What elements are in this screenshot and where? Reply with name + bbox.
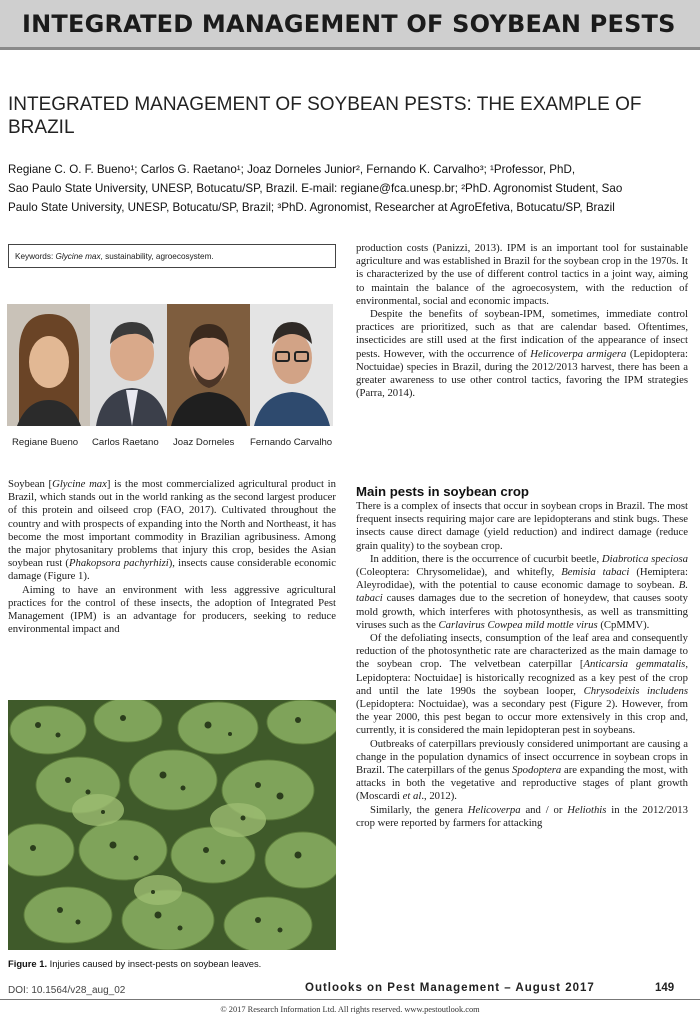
text-run: Of the defoliating insects, consumption of the leaf area and consequently reduction of the photosynthetic rate are characterized as the main damage to the soybean crop. The velvetbean caterpillar [: [356, 632, 688, 671]
text-run: in the 2012/2013 crop were reported by farmers for attacking: [356, 803, 688, 829]
author-photo: [7, 304, 90, 426]
species-name: Helicoverpa: [467, 803, 521, 816]
paragraph: [356, 553, 688, 632]
author-photo: [167, 304, 250, 426]
keywords-label: Keywords:: [15, 252, 56, 261]
species-name: Anticarsia gemmatalis: [583, 658, 686, 671]
paragraph: [356, 738, 688, 804]
paragraph: [356, 308, 688, 400]
photo-caption: Fernando Carvalho: [250, 437, 333, 448]
species-name: Chrysodeixis includens: [583, 684, 688, 697]
page-number: 149: [655, 982, 675, 994]
figure-label: Figure 1.: [8, 958, 48, 969]
footer-divider: [0, 999, 700, 1000]
body-text-right-bottom: [356, 500, 688, 830]
photo-caption: Carlos Raetano: [92, 437, 159, 448]
species-name: Heliothis: [567, 803, 607, 816]
paragraph: [8, 478, 336, 584]
photo-caption: Joaz Dorneles: [173, 437, 235, 448]
paragraph: [356, 804, 688, 830]
text-run: , Lepidoptera: Noctuidae] is historically recognized as a key pest of the crop and until the late 1990s the soybean looper,: [356, 658, 688, 697]
text-run: and / or: [520, 803, 568, 816]
body-text-left: [8, 478, 336, 636]
figure-caption: [8, 958, 336, 969]
section-heading: Main pests in soybean crop: [356, 484, 529, 499]
text-run: In addition, there is the occurrence of cucurbit beetle,: [370, 552, 602, 565]
paragraph: There is a complex of insects that occur in soybean crops in Brazil. The most frequent insects requiring major care are lepidopterans and stink bugs. These insects cause direct damage (yield reduction) and indirect damage (reduce grain quality) to the soybean crop.: [356, 500, 688, 552]
doi: DOI: 10.1564/v28_aug_02: [8, 985, 126, 996]
text-run: (Lepidoptera: Noctuidae), was a secondary pest (Figure 2). However, from the year 2000, this pest began to occur more extensively in this crop and, currently, it is considered the main lepidopteran pest in soybeans.: [356, 698, 688, 737]
copyright-notice: © 2017 Research Information Ltd. All rights reserved. www.pestoutlook.com: [220, 1005, 480, 1014]
figure-soybean-leaves: [8, 700, 336, 950]
species-name: B. tabaci: [356, 579, 688, 605]
text-run: are expanding the most, with attacks in both the vegetative and reproductive stages of plant growth (Moscardi: [356, 764, 688, 803]
paragraph: production costs (Panizzi, 2013). IPM is an important tool for sustainable agriculture and was established in Brazil for the soybean crop in the 1970s. It is characterized by the use of different control tactics in a joint way, aiming to maintain the balance of the agroecosystem, with the reduction of environmental, social and economic impacts.: [356, 242, 688, 307]
text-run: Soybean [: [8, 478, 53, 490]
author-photo: [90, 304, 173, 426]
text-run: Outbreaks of caterpillars previously considered unimportant are causing a change in the population dynamics of insect occurrence in soybean crops in Brazil. The caterpillars of the genus: [356, 737, 688, 777]
banner-title: INTEGRATED MANAGEMENT OF SOYBEAN PESTS: [22, 10, 676, 38]
affiliation-line: Sao Paulo State University, UNESP, Botucatu/SP, Brazil. E-mail: regiane@fca.unesp.br; ²PhD. Agronomist Student, Sao: [8, 182, 623, 195]
species-name: Spodoptera: [511, 764, 562, 777]
text-run: (Lepidoptera: Noctuidae) species in Brazil, during the 2012/2013 harvest, there has been a greater awareness to use other control tactics, favoring the IPM strategies (Parra, 2014).: [356, 347, 688, 400]
text-run: ., 2012).: [421, 790, 457, 803]
author-affiliations: [8, 160, 698, 217]
author-photo: [250, 304, 333, 426]
photo-caption: Regiane Bueno: [12, 437, 79, 448]
species-name: Helicoverpa armigera: [530, 347, 627, 360]
journal-name: Outlooks on Pest Management – August 2017: [305, 982, 595, 994]
keywords-box: [8, 244, 336, 268]
text-run: ), insects cause considerable economic damage (Figure 1).: [8, 557, 336, 583]
author-names: Regiane C. O. F. Bueno¹; Carlos G. Raetano¹; Joaz Dorneles Junior², Fernando K. Carvalho³; ¹Professor, PhD,: [8, 163, 576, 176]
text-run: Similarly, the genera: [370, 803, 468, 816]
species-name: Carlavirus Cowpea mild mottle virus: [438, 618, 598, 631]
species-name: Diabrotica speciosa: [601, 552, 688, 565]
affiliation-line: Paulo State University, UNESP, Botucatu/SP, Brazil; ³PhD. Agronomist, Researcher at AgroEfetiva, Botucatu/SP, Brazil: [8, 201, 615, 214]
species-name: Phakopsora pachyrhizi: [68, 557, 169, 570]
paragraph: Aiming to have an environment with less aggressive agricultural practices for the control of these insects, the adoption of Integrated Pest Management (IPM) is an advantage for producers, seeking to reduce environmental impact and: [8, 583, 336, 636]
journal-banner: [0, 0, 700, 50]
article-title: INTEGRATED MANAGEMENT OF SOYBEAN PESTS: THE EXAMPLE OF BRAZIL: [8, 94, 642, 138]
text-run: causes damages due to the secretion of honeydew, that causes sooty mold growth, which interferes with photosynthesis, as well as transmitting viruses such as the: [356, 592, 688, 631]
keywords-rest: , sustainability, agroecosystem.: [100, 252, 214, 261]
species-name: Bemisia tabaci: [561, 566, 630, 579]
text-run: Despite the benefits of soybean-IPM, sometimes, immediate control practices are prioritized, such as that are calendar based. Oftentimes, insecticides are still used at the first indication of the appearance of insect pests. However, with the occurrence of: [356, 308, 688, 360]
text-run: (Hemiptera: Aleyrodidae), with the potential to cause economic damage to soybean.: [356, 566, 688, 592]
text-run: (CpMMV).: [597, 618, 650, 631]
figure-caption-text: Injuries caused by insect-pests on soybean leaves.: [47, 958, 262, 969]
body-text-right-top: [356, 242, 688, 400]
keywords-species: Glycine max: [55, 252, 101, 261]
paragraph: [356, 632, 688, 738]
text-run: (Coleoptera: Chrysomelidae), and whitefly,: [356, 566, 562, 579]
text-run: ] is the most commercialized agricultural product in Brazil, which stands out in the world ranking as the second largest producer of this protein and oilseed crop (FAO, 2017). Cultivated throughout the country and with prospects of expanding into the North and Northeast, it has become the most important commodity in Brazilian agribusiness. Among the major phytosanitary problems that injury this crop, besides the Asian soybean rust (: [8, 478, 336, 570]
citation-etal: et al: [402, 790, 422, 803]
species-name: Glycine max: [52, 478, 107, 490]
